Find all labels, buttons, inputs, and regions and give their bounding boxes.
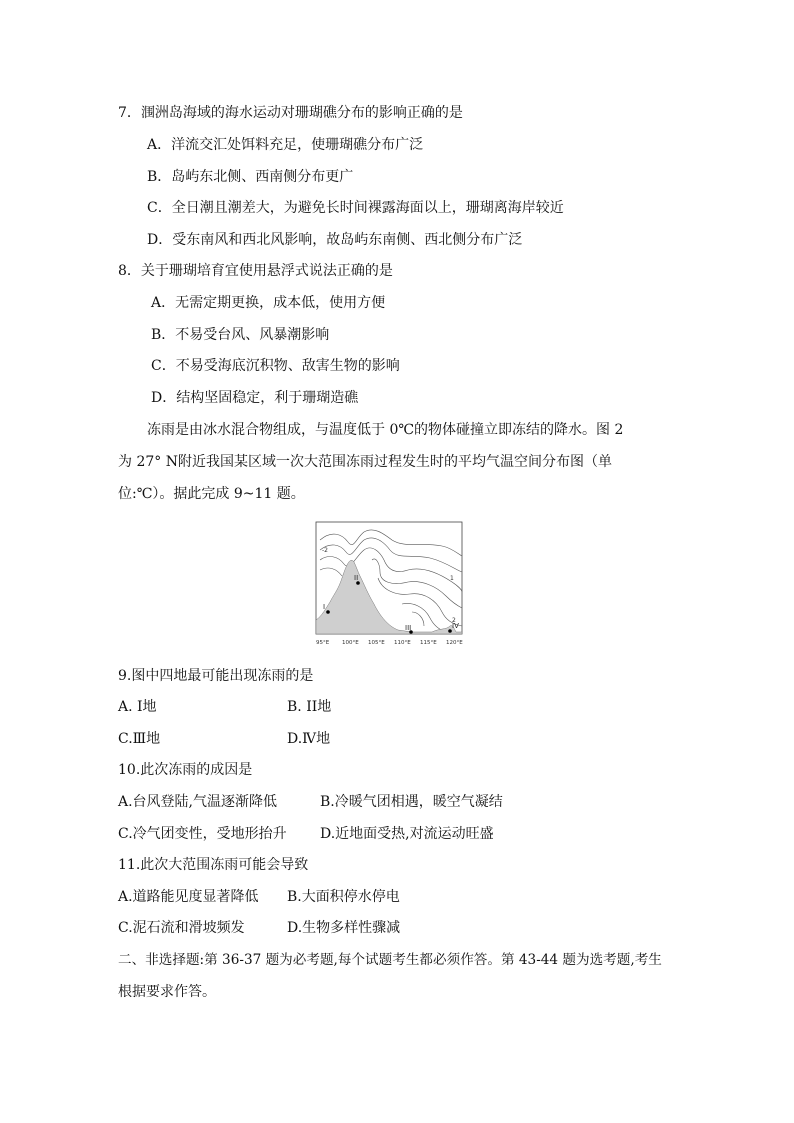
q8-option-a: A．无需定期更换，成本低，使用方便 — [151, 295, 386, 311]
intro-line-1: 冻雨是由冰水混合物组成，与温度低于 0℃的物体碰撞立即冻结的降水。图 2 — [147, 422, 624, 438]
point-iv-label: IV — [452, 622, 459, 630]
section2-line-2: 根据要求作答。 — [118, 984, 216, 1000]
q7-option-b: B．岛屿东北侧、西南侧分布更广 — [147, 169, 354, 185]
q11-option-c: C.泥石流和滑坡频发 — [118, 920, 245, 936]
q10-option-c: C.冷气团变性，受地形抬升 — [118, 826, 287, 842]
x-axis-ticks — [316, 640, 463, 646]
q8-option-c: C．不易受海底沉积物、敌害生物的影响 — [151, 358, 400, 374]
q10-option-a: A.台风登陆,气温逐渐降低 — [118, 794, 278, 810]
q8-option-d: D．结构坚固稳定，利于珊瑚造礁 — [151, 390, 359, 406]
point-i-label: I — [323, 603, 326, 611]
q7-option-d: D．受东南风和西北风影响，故岛屿东南侧、西北侧分布广泛 — [147, 232, 523, 248]
temperature-cross-section-figure — [312, 520, 472, 650]
q11-option-d: D.生物多样性骤减 — [287, 920, 401, 936]
q8-option-b: B．不易受台风、风暴潮影响 — [151, 327, 330, 343]
q7-option-a: A．洋流交汇处饵料充足，使珊瑚礁分布广泛 — [147, 137, 424, 153]
intro-line-3: 位:℃）。据此完成 9~11 题。 — [118, 486, 305, 502]
q11-option-a: A.道路能见度显著降低 — [118, 889, 259, 905]
q9-option-c: C.Ⅲ地 — [118, 731, 161, 747]
q7-option-c: C．全日潮且潮差大，为避免长时间裸露海面以上，珊瑚离海岸较近 — [147, 200, 564, 216]
x-tick-95: 95°E — [316, 640, 330, 646]
intro-line-2: 为 27° N附近我国某区域一次大范围冻雨过程发生时的平均气温空间分布图（单 — [118, 454, 612, 470]
point-ii-label: II — [354, 574, 359, 582]
x-tick-120: 120°E — [446, 640, 463, 646]
contour-label-2: 1 — [450, 575, 454, 582]
x-tick-115: 115°E — [420, 640, 437, 646]
q11-option-b: B.大面积停水停电 — [287, 889, 400, 905]
q7-stem: 7．涠洲岛海域的海水运动对珊瑚礁分布的影响正确的是 — [118, 105, 463, 121]
q10-option-d: D.近地面受热,对流运动旺盛 — [320, 826, 494, 842]
q10-stem: 10.此次冻雨的成因是 — [118, 762, 253, 778]
q9-option-d: D.Ⅳ地 — [287, 731, 331, 747]
section2-line-1: 二、非选择题:第 36-37 题为必考题,每个试题考生都必须作答。第 43-44 题为选考题,考生 — [118, 952, 662, 968]
contour-label-1: -2 — [322, 547, 328, 554]
q9-stem: 9.图中四地最可能出现冻雨的是 — [118, 668, 314, 684]
x-tick-110: 110°E — [394, 640, 411, 646]
q11-stem: 11.此次大范围冻雨可能会导致 — [118, 857, 309, 873]
x-tick-105: 105°E — [368, 640, 385, 646]
q10-option-b: B.冷暖气团相遇，暖空气凝结 — [320, 794, 503, 810]
point-iii-label: III — [405, 624, 412, 632]
x-tick-100: 100°E — [342, 640, 359, 646]
q8-stem: 8．关于珊瑚培育宜使用悬浮式说法正确的是 — [118, 263, 393, 279]
q9-option-a: A. I地 — [118, 699, 157, 715]
contour-label-3: 2 — [452, 617, 456, 624]
figure-svg — [312, 520, 472, 650]
point-i-marker — [326, 610, 330, 614]
q9-option-b: B. II地 — [287, 699, 332, 715]
